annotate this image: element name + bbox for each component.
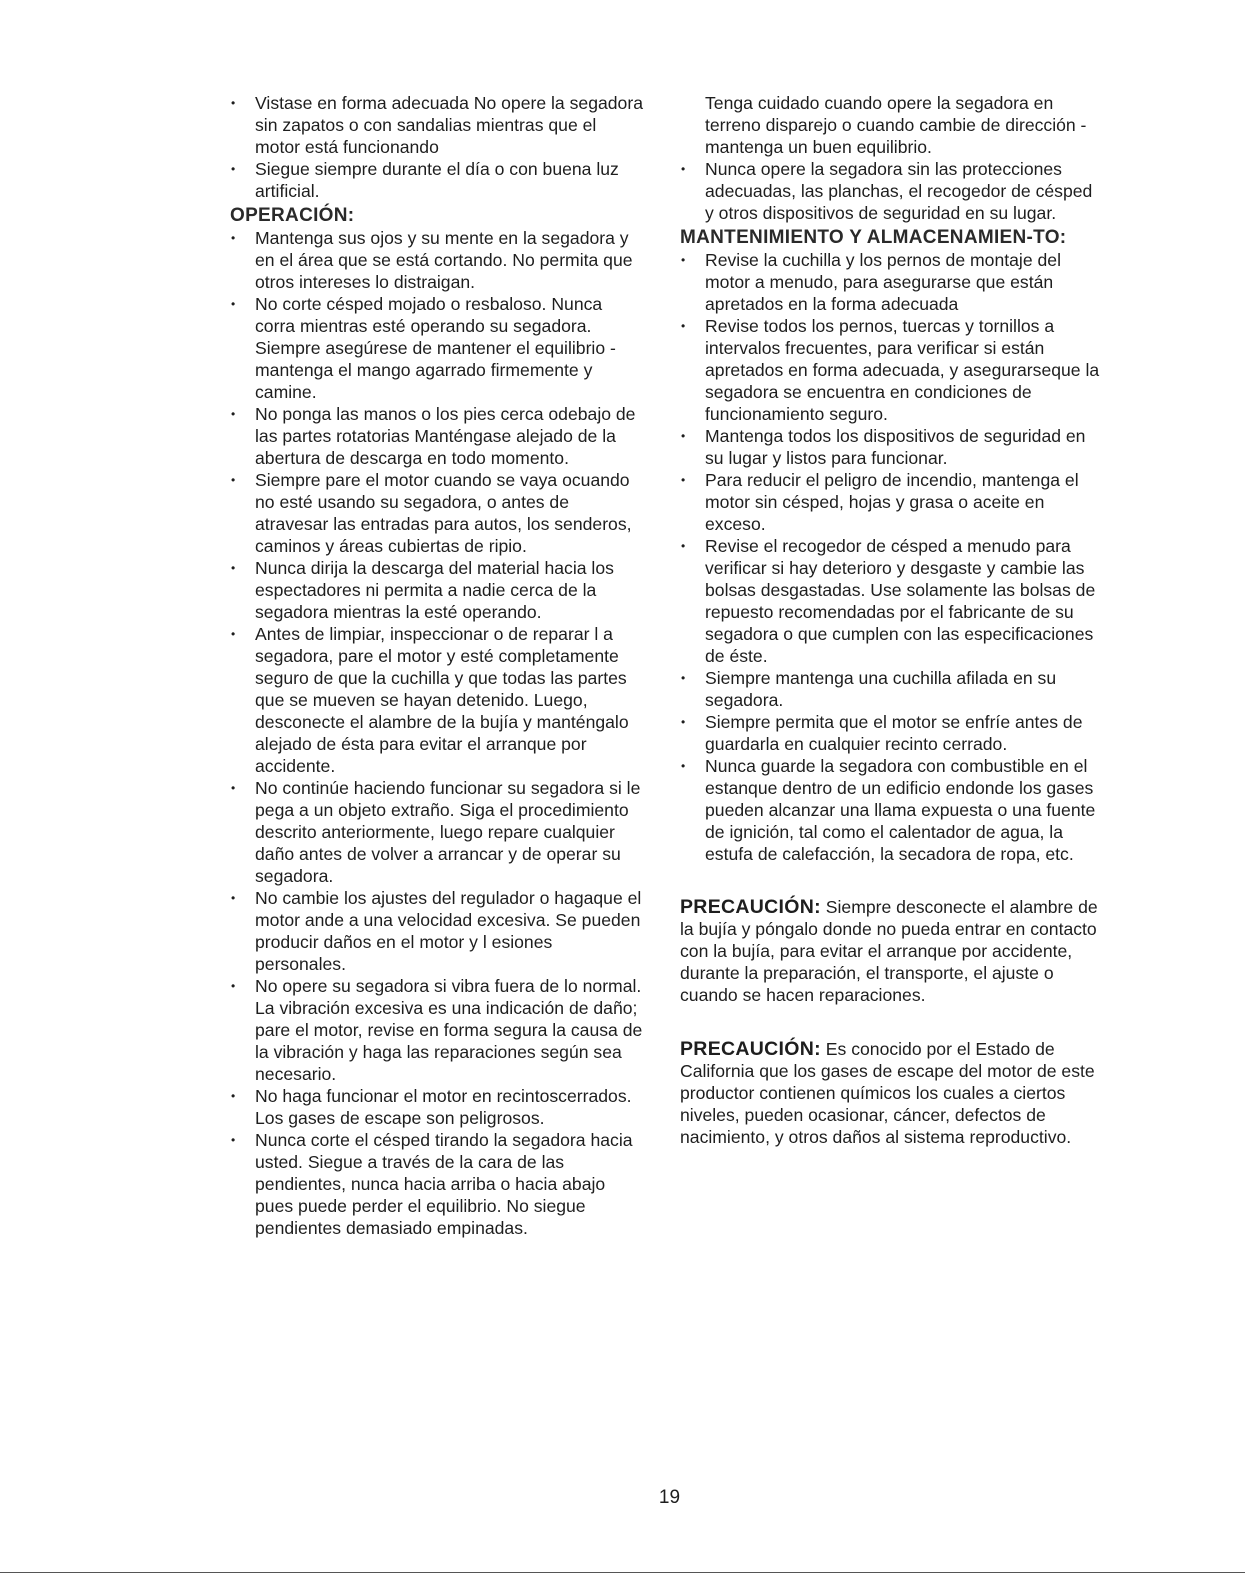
caution-label: PRECAUCIÓN: xyxy=(680,896,821,918)
list-item: • Vistase en forma adecuada No opere la segadora sin zapatos o con sandalias mientras que el motor está funcionando xyxy=(230,92,645,158)
list-item: • Nunca dirija la descarga del material hacia los espectadores ni permita a nadie cerca de la segadora mientras la esté operando. xyxy=(230,557,645,623)
caution-text: Siempre desconecte el alambre de la bujía y póngalo donde no pueda entrar en contacto con la bujía, para evitar el arranque por accidente, durante la preparación, el transporte, el ajuste o cuando se hacen reparaciones. xyxy=(680,897,1098,1005)
list-item: • Nunca corte el césped tirando la segadora hacia usted. Siegue a través de la cara de las pendientes, nunca hacia arriba o hacia abajo pues puede perder el equilibrio. No siegue pendientes demasiado empinadas. xyxy=(230,1129,645,1239)
caution-label: PRECAUCIÓN: xyxy=(680,1038,821,1060)
mantenimiento-list xyxy=(680,249,1100,865)
list-item: • Siegue siempre durante el día o con buena luz artificial. xyxy=(230,158,645,202)
list-item: • Antes de limpiar, inspeccionar o de reparar l a segadora, pare el motor y esté completamente seguro de que la cuchilla y que todas las partes que se mueven se hayan detenido. Luego, desconecte el alambre de la bujía y manténgalo alejado de ésta para evitar el arranque por accidente. xyxy=(230,623,645,777)
operacion-list xyxy=(230,227,645,1239)
continuation-paragraph: Tenga cuidado cuando opere la segadora en terreno disparejo o cuando cambie de dirección - mantenga un buen equilibrio. xyxy=(705,93,1087,157)
list-item: • Revise todos los pernos, tuercas y tornillos a intervalos frecuentes, para verificar si están apretados en forma adecuada, y asegurarseque la segadora se encuentra en condiciones de funcionamiento seguro. xyxy=(680,315,1100,425)
bottom-rule xyxy=(0,1572,1245,1573)
intro-list-right xyxy=(680,158,1100,224)
list-item: • No haga funcionar el motor en recintoscerrados. Los gases de escape son peligrosos. xyxy=(230,1085,645,1129)
list-item: • No corte césped mojado o resbaloso. Nunca corra mientras esté operando su segadora. Siempre asegúrese de mantener el equilibrio - mantenga el mango agarrado firmemente y camine. xyxy=(230,293,645,403)
section-title-operacion: OPERACIÓN: xyxy=(230,205,355,226)
right-column xyxy=(680,92,1100,1148)
list-item: • Revise la cuchilla y los pernos de montaje del motor a menudo, para asegurarse que están apretados en la forma adecuada xyxy=(680,249,1100,315)
list-item: • Para reducir el peligro de incendio, mantenga el motor sin césped, hojas y grasa o aceite en exceso. xyxy=(680,469,1100,535)
list-item: • Siempre mantenga una cuchilla afilada en su segadora. xyxy=(680,667,1100,711)
section-title-mantenimiento: MANTENIMIENTO Y ALMACENAMIEN-TO: xyxy=(680,227,1067,248)
list-item: • Nunca opere la segadora sin las protecciones adecuadas, las planchas, el recogedor de césped y otros dispositivos de seguridad en su lugar. xyxy=(680,158,1100,224)
list-item: • Revise el recogedor de césped a menudo para verificar si hay deterioro y desgaste y cambie las bolsas desgastadas. Use solamente las bolsas de repuesto recomendadas por el fabricante de su segadora o que cumplen con las especificaciones de éste. xyxy=(680,535,1100,667)
list-item: • No cambie los ajustes del regulador o hagaque el motor ande a una velocidad excesiva. Se pueden producir daños en el motor y l esiones personales. xyxy=(230,887,645,975)
list-item: • Siempre pare el motor cuando se vaya ocuando no esté usando su segadora, o antes de atravesar las entradas para autos, los senderos, caminos y áreas cubiertas de ripio. xyxy=(230,469,645,557)
caution-paragraph-disconnect xyxy=(680,896,1100,1006)
intro-list-left xyxy=(230,92,645,202)
list-item: • No opere su segadora si vibra fuera de lo normal. La vibración excesiva es una indicación de daño; pare el motor, revise en forma segura la causa de la vibración y haga las reparaciones según sea necesario. xyxy=(230,975,645,1085)
list-item: • Nunca guarde la segadora con combustible en el estanque dentro de un edificio endonde los gases pueden alcanzar una llama expuesta o una fuente de ignición, tal como el calentador de agua, la estufa de calefacción, la secadora de ropa, etc. xyxy=(680,755,1100,865)
left-column xyxy=(230,92,645,1239)
page-number: 19 xyxy=(658,1487,681,1508)
list-item: • Mantenga sus ojos y su mente en la segadora y en el área que se está cortando. No permita que otros intereses lo distraigan. xyxy=(230,227,645,293)
caution-text: Es conocido por el Estado de California que los gases de escape del motor de este productor contienen químicos los cuales a ciertos niveles, pueden ocasionar, cáncer, defectos de nacimiento, y otros daños al sistema reproductivo. xyxy=(680,1039,1095,1147)
list-item: • Mantenga todos los dispositivos de seguridad en su lugar y listos para funcionar. xyxy=(680,425,1100,469)
list-item: • No ponga las manos o los pies cerca odebajo de las partes rotatorias Manténgase alejado de la abertura de descarga en todo momento. xyxy=(230,403,645,469)
list-item: • No continúe haciendo funcionar su segadora si le pega a un objeto extraño. Siga el procedimiento descrito anteriormente, luego repare cualquier daño antes de volver a arrancar y de operar su segadora. xyxy=(230,777,645,887)
caution-paragraph-california xyxy=(680,1038,1100,1148)
list-item: • Siempre permita que el motor se enfríe antes de guardarla en cualquier recinto cerrado. xyxy=(680,711,1100,755)
